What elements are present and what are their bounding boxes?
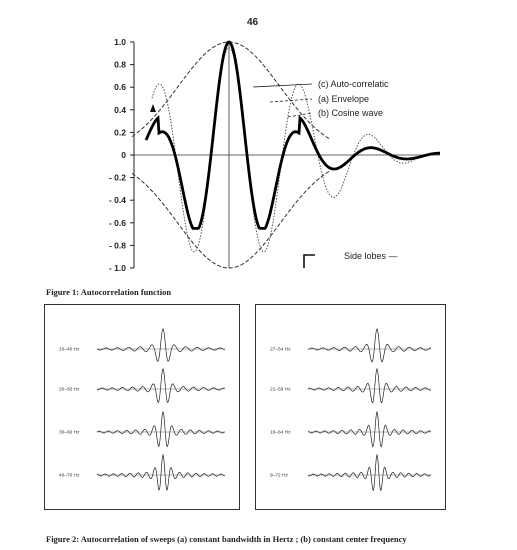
panel-constant-center-frequency [255,304,446,510]
side-lobes-bracket [304,255,315,268]
y-tick-label: - 0.8 [108,240,126,251]
sweep-label: 30–60 Hz [59,430,80,436]
y-tick-label: 0.8 [114,59,126,70]
y-tick-label: 0.6 [114,82,126,93]
autocorrelation-line [146,42,440,228]
legend [253,79,398,268]
legend-label: (a) Envelope [318,94,370,104]
sweep-label: 27–54 Hz [270,347,291,353]
y-axis-ticks [109,37,134,273]
sweep-label: 9–72 Hz [270,473,288,479]
side-lobes-label: Side lobes — [344,251,398,261]
sweep-label: 40–70 Hz [59,473,80,479]
y-tick-label: 0.2 [114,127,126,138]
legend-label: (c) Auto-correlatic [318,79,389,89]
autocorrelation-trace [308,412,431,447]
figure2-caption: Figure 2: Autocorrelation of sweeps (a) constant bandwidth in Hertz ; (b) constant center frequency [46,534,407,544]
autocorrelation-trace [308,329,431,362]
legend-label: (b) Cosine wave [318,108,384,118]
sweep-label: 21–59 Hz [270,387,291,393]
arrow-marker-icon [150,104,156,112]
y-tick-label: 1.0 [114,37,126,47]
sweep-label: 10–40 Hz [59,347,80,353]
sweep-label: 20–50 Hz [59,387,80,393]
panel-constant-bandwidth [44,304,240,510]
cosine-wave-line [152,48,440,252]
y-tick-label: 0.4 [114,104,126,115]
autocorrelation-trace [97,455,225,490]
y-tick-label: 0 [121,150,126,160]
autocorrelation-trace [97,369,225,403]
y-tick-label: - 0.4 [108,195,126,206]
y-tick-label: - 0.6 [108,217,126,228]
plot-area [132,42,440,268]
page-number: 46 [247,17,259,28]
y-tick-label: - 1.0 [108,263,126,273]
autocorrelation-trace [97,329,225,361]
figure1-caption: Figure 1: Autocorrelation function [46,287,172,297]
autocorrelation-trace [308,369,431,403]
legend-leader [253,84,312,87]
y-tick-label: - 0.2 [108,172,126,183]
sweep-label: 16–64 Hz [270,430,291,436]
legend-leader [270,99,312,102]
autocorrelation-trace [308,455,431,491]
autocorrelation-trace [97,412,225,447]
envelope-lower-line [132,171,330,268]
